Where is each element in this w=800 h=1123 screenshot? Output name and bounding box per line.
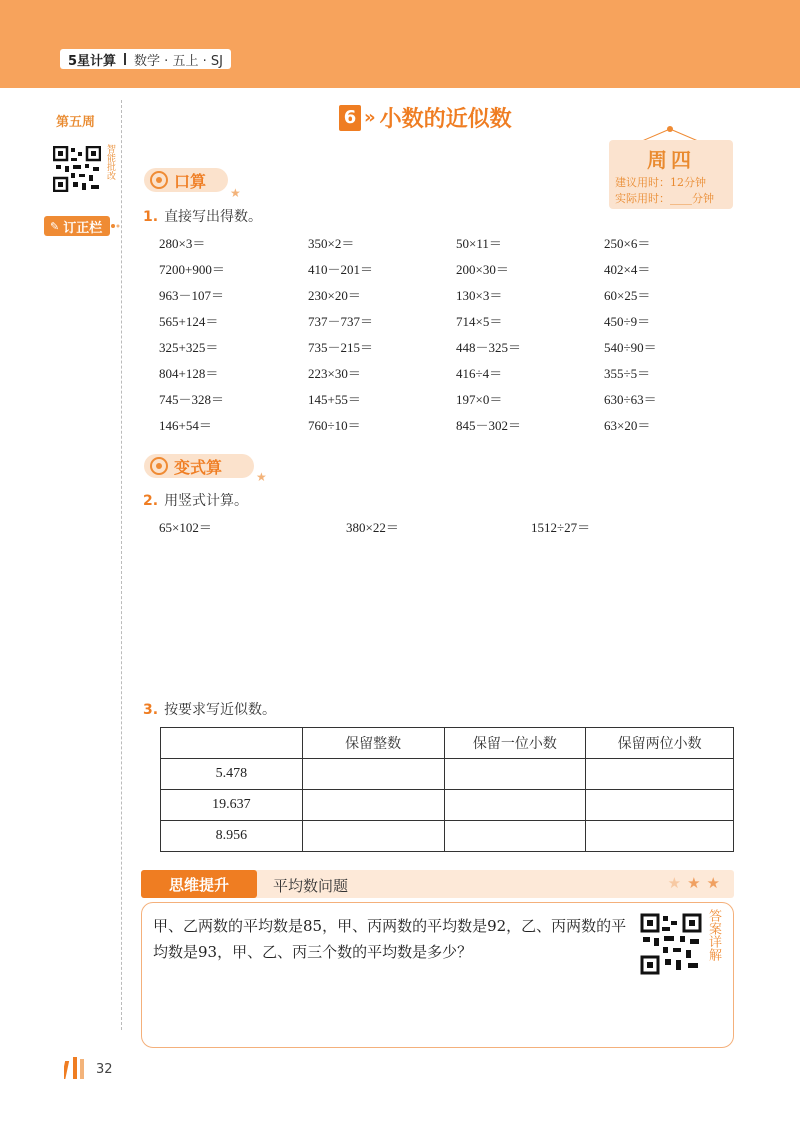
thinking-problem-box — [141, 902, 734, 1048]
answer-cell[interactable] — [302, 759, 444, 790]
oral-calc-item: 804+128＝ — [159, 366, 219, 381]
star-icon: ★ — [687, 874, 707, 892]
answer-cell[interactable] — [444, 821, 586, 852]
oral-calc-item: 145+55＝ — [308, 392, 361, 407]
actual-time[interactable]: 实际用时：____分钟 — [615, 192, 714, 205]
pencil-icon: ✎ — [50, 219, 60, 233]
question-2-prompt — [143, 490, 248, 510]
week-label: 第五周 — [56, 115, 96, 130]
oral-calc-item: 250×6＝ — [604, 236, 651, 251]
oral-calc-item: 350×2＝ — [308, 236, 355, 251]
table-row-label: 5.478 — [161, 759, 303, 790]
oral-calc-item: 745－328＝ — [159, 392, 225, 407]
correction-margin-divider — [121, 100, 122, 1030]
oral-calc-item: 565+124＝ — [159, 314, 219, 329]
star-icon: ★ — [667, 874, 688, 892]
answer-cell[interactable] — [302, 790, 444, 821]
question-1-prompt — [143, 206, 262, 226]
vertical-calc-item: 65×102＝ — [159, 520, 212, 535]
double-chevron-icon: » — [364, 107, 376, 128]
star-icon: ★ — [230, 186, 241, 200]
table-row — [161, 821, 734, 852]
oral-calc-item: 197×0＝ — [456, 392, 503, 407]
day-card — [609, 140, 733, 209]
oral-calc-item: 737－737＝ — [308, 314, 374, 329]
oral-calc-item: 60×25＝ — [604, 288, 651, 303]
page-header-bar — [0, 0, 800, 88]
question-3-number: 3. — [143, 702, 159, 718]
oral-calc-item: 223×30＝ — [308, 366, 361, 381]
question-3-text: 按要求写近似数。 — [164, 702, 277, 718]
thinking-section-bar — [141, 870, 734, 898]
question-1-number: 1. — [143, 209, 159, 225]
book-title-pill — [60, 49, 231, 69]
difficulty-stars — [668, 874, 726, 892]
oral-calc-item: 760÷10＝ — [308, 418, 361, 433]
books-icon — [64, 1057, 94, 1079]
target-icon — [150, 457, 168, 475]
approximation-table — [160, 727, 734, 852]
oral-calc-item: 402×4＝ — [604, 262, 651, 277]
oral-calc-item: 50×11＝ — [456, 236, 502, 251]
thinking-subtitle: 平均数问题 — [273, 877, 349, 895]
table-header-cell: 保留一位小数 — [444, 728, 586, 759]
answer-cell[interactable] — [444, 759, 586, 790]
question-2-number: 2. — [143, 493, 159, 509]
oral-calc-item: 200×30＝ — [456, 262, 509, 277]
oral-calc-item: 450÷9＝ — [604, 314, 651, 329]
star-icon: ★ — [706, 874, 726, 892]
lesson-number-badge: 6 — [339, 105, 361, 131]
oral-calc-item: 735－215＝ — [308, 340, 374, 355]
section-variant-calc — [144, 454, 254, 478]
oral-calc-item: 416÷4＝ — [456, 366, 503, 381]
thinking-problem-text: 甲、乙两数的平均数是85，甲、丙两数的平均数是92，乙、丙两数的平均数是93，甲、乙、丙三个数的平均数是多少？ — [153, 917, 627, 961]
answer-explanation-label: 答案详解 — [706, 909, 721, 961]
oral-calc-item: 963－107＝ — [159, 288, 225, 303]
oral-calc-item: 230×20＝ — [308, 288, 361, 303]
oral-calc-item: 845－302＝ — [456, 418, 522, 433]
dots-decoration-icon — [110, 222, 120, 230]
oral-calc-item: 355÷5＝ — [604, 366, 651, 381]
correction-tag-label: 订正栏 — [63, 220, 103, 236]
star-icon: ★ — [256, 470, 267, 484]
section-oral-calc — [144, 168, 228, 192]
oral-calc-item: 63×20＝ — [604, 418, 651, 433]
brand-name: 5星计算 — [68, 53, 117, 69]
table-row — [161, 759, 734, 790]
answer-cell[interactable] — [586, 790, 734, 821]
oral-calc-item: 714×5＝ — [456, 314, 503, 329]
table-row — [161, 790, 734, 821]
qr-smart-grading-label: 智能批改 — [105, 144, 115, 180]
subject-label: 数学 · 五上 · SJ — [134, 53, 223, 69]
oral-calc-item: 630÷63＝ — [604, 392, 657, 407]
oral-calc-item: 325+325＝ — [159, 340, 219, 355]
oral-calc-item: 146+54＝ — [159, 418, 212, 433]
day-of-week: 周四 — [647, 148, 695, 172]
title-divider — [124, 53, 126, 65]
table-header-cell — [161, 728, 303, 759]
table-row-label: 8.956 — [161, 821, 303, 852]
section-oral-label: 口算 — [174, 171, 207, 191]
stopwatch-icon — [150, 171, 168, 189]
table-row-label: 19.637 — [161, 790, 303, 821]
oral-calc-item: 7200+900＝ — [159, 262, 225, 277]
table-header-row — [161, 728, 734, 759]
suggested-time: 建议用时：12分钟 — [615, 176, 706, 189]
qr-code-icon[interactable] — [640, 913, 702, 975]
vertical-calc-item: 1512÷27＝ — [531, 520, 591, 535]
answer-cell[interactable] — [586, 759, 734, 790]
answer-cell[interactable] — [444, 790, 586, 821]
oral-calc-item: 280×3＝ — [159, 236, 206, 251]
oral-calc-item: 540÷90＝ — [604, 340, 657, 355]
table-header-cell: 保留整数 — [302, 728, 444, 759]
oral-calc-item: 448－325＝ — [456, 340, 522, 355]
oral-calc-item: 410－201＝ — [308, 262, 374, 277]
section-variant-label: 变式算 — [174, 457, 223, 477]
vertical-calc-item: 380×22＝ — [346, 520, 399, 535]
qr-code-icon[interactable] — [53, 146, 101, 192]
lesson-title: 小数的近似数 — [379, 107, 512, 132]
answer-cell[interactable] — [586, 821, 734, 852]
answer-cell[interactable] — [302, 821, 444, 852]
question-1-text: 直接写出得数。 — [164, 209, 263, 225]
table-header-cell: 保留两位小数 — [586, 728, 734, 759]
question-2-text: 用竖式计算。 — [164, 493, 249, 509]
page-number: 32 — [96, 1062, 113, 1077]
oral-calc-item: 130×3＝ — [456, 288, 503, 303]
question-3-prompt — [143, 699, 276, 719]
thinking-tag: 思维提升 — [141, 870, 257, 898]
lesson-title-block — [339, 102, 512, 133]
correction-tag — [44, 216, 110, 236]
